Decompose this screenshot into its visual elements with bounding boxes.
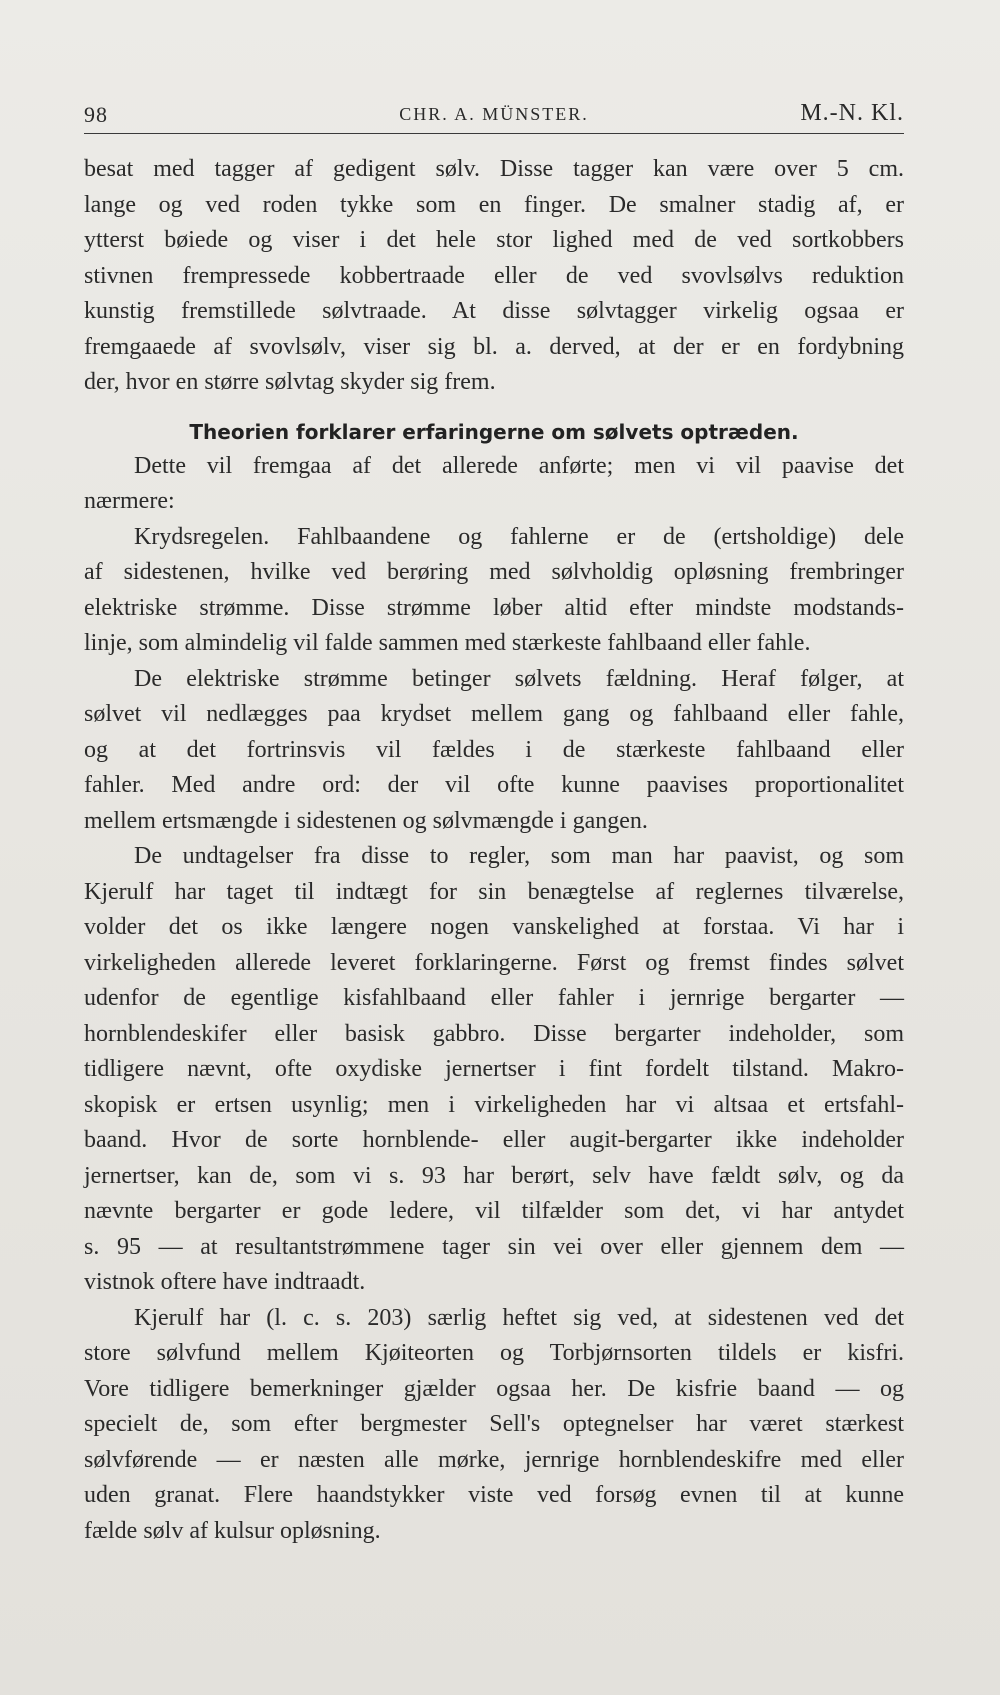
- page-number: 98: [84, 102, 108, 127]
- text-line: Kjerulf har taget til indtægt for sin benægtelse af reglernes tilværelse,: [84, 878, 904, 905]
- text-line: der, hvor en større sølvtag skyder sig frem.: [84, 369, 496, 395]
- text-line: besat med tagger af gedigent sølv. Disse tagger kan være over 5 cm.: [84, 156, 904, 182]
- text-line: tidligere nævnt, ofte oxydiske jernertser i fint fordelt tilstand. Makro-: [84, 1056, 904, 1082]
- text-line: specielt de, som efter bergmester Sell's optegnelser har været stærkest: [84, 1411, 904, 1437]
- running-head: CHR. A. MÜNSTER.: [399, 104, 589, 124]
- section-heading: Theorien forklarer erfaringerne om sølvets optræden.: [189, 419, 799, 444]
- text-line: ytterst bøiede og viser i det hele stor lighed med de ved sortkobbers: [84, 227, 904, 253]
- text-line: Krydsregelen. Fahlbaandene og fahlerne er de (ertsholdige) dele: [134, 523, 904, 550]
- text-line: hornblendeskifer eller basisk gabbro. Disse bergarter indeholder, som: [84, 1020, 904, 1047]
- text-line: fælde sølv af kulsur opløsning.: [84, 1517, 381, 1544]
- text-line: vistnok oftere have indtraadt.: [84, 1269, 366, 1295]
- text-line: elektriske strømme. Disse strømme løber altid efter mindste modstands-: [84, 594, 904, 621]
- text-line: volder det os ikke længere nogen vanskelighed at forstaa. Vi har i: [84, 914, 904, 940]
- text-line: udenfor de egentlige kisfahlbaand eller fahler i jernrige bergarter —: [84, 985, 904, 1011]
- text-line: Kjerulf har (l. c. s. 203) særlig heftet sig ved, at sidestenen ved det: [134, 1304, 904, 1331]
- body-text: [84, 152, 904, 1549]
- text-line: nævnte bergarter er gode ledere, vil tilfælder som det, vi har antydet: [84, 1198, 904, 1224]
- text-line: sølvet vil nedlægges paa krydset mellem gang og fahlbaand eller fahle,: [84, 701, 904, 727]
- text-line: og at det fortrinsvis vil fældes i de stærkeste fahlbaand eller: [84, 736, 904, 763]
- text-line: virkeligheden allerede leveret forklaringerne. Først og fremst findes sølvet: [84, 949, 904, 976]
- paragraph-2: [84, 449, 904, 520]
- text-line: sølvførende — er næsten alle mørke, jernrige hornblendeskifre med eller: [84, 1446, 904, 1473]
- text-line: Dette vil fremgaa af det allerede anførte; men vi vil paavise det: [134, 452, 904, 479]
- text-line: af sidestenen, hvilke ved berøring med sølvholdig opløsning frembringer: [84, 559, 904, 585]
- text-line: De undtagelser fra disse to regler, som man har paavist, og som: [134, 843, 904, 869]
- header-rule: [84, 133, 904, 134]
- text-line: Vore tidligere bemerkninger gjælder ogsaa her. De kisfrie baand — og: [84, 1375, 904, 1402]
- text-line: skopisk er ertsen usynlig; men i virkeligheden har vi altsaa et ertsfahl-: [84, 1091, 904, 1118]
- text-line: lange og ved roden tykke som en finger. De smalner stadig af, er: [84, 191, 904, 218]
- text-line: fremgaaede af svovlsølv, viser sig bl. a. derved, at der er en fordybning: [84, 333, 904, 360]
- text-line: nærmere:: [84, 488, 175, 514]
- text-line: store sølvfund mellem Kjøiteorten og Torbjørnsorten tildels er kisfri.: [84, 1340, 904, 1366]
- text-line: stivnen frempressede kobbertraade eller de ved svovlsølvs reduktion: [84, 262, 904, 289]
- text-line: linje, som almindelig vil falde sammen med stærkeste fahlbaand eller fahle.: [84, 630, 811, 656]
- text-line: uden granat. Flere haandstykker viste ved forsøg evnen til at kunne: [84, 1482, 904, 1508]
- page-header: [84, 96, 904, 130]
- text-line: fahler. Med andre ord: der vil ofte kunne paavises proportionalitet: [84, 772, 904, 798]
- paragraph-4: [84, 662, 904, 840]
- paragraph-3: [84, 520, 904, 662]
- text-line: jernertser, kan de, som vi s. 93 har berørt, selv have fældt sølv, og da: [84, 1162, 904, 1189]
- text-line: s. 95 — at resultantstrømmene tager sin vei over eller gjennem dem —: [84, 1233, 904, 1260]
- text-line: mellem ertsmængde i sidestenen og sølvmængde i gangen.: [84, 807, 648, 834]
- paragraph-1: [84, 152, 904, 401]
- text-line: baand. Hvor de sorte hornblende- eller augit-bergarter ikke indeholder: [84, 1127, 904, 1153]
- text-line: De elektriske strømme betinger sølvets fældning. Heraf følger, at: [134, 665, 904, 692]
- class-mark: M.-N. Kl.: [800, 100, 904, 126]
- paragraph-5: [84, 839, 904, 1301]
- paragraph-6: [84, 1301, 904, 1550]
- text-line: kunstig fremstillede sølvtraade. At disse sølvtagger virkelig ogsaa er: [84, 298, 904, 324]
